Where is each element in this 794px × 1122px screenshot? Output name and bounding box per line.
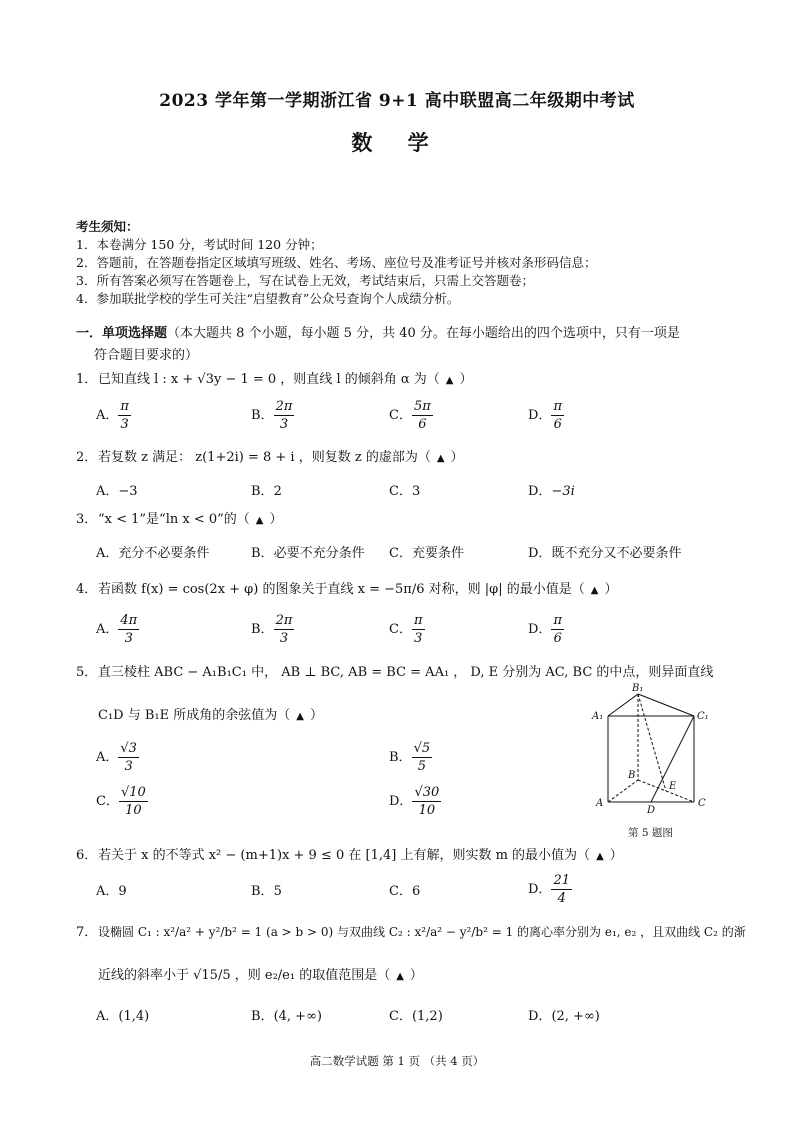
edge-b1c1 <box>638 694 694 716</box>
answer-marker: ▲ <box>436 453 445 464</box>
option-d: D． $\frac{21}{4}$ <box>528 873 570 906</box>
answer-marker: ▲ <box>296 711 304 722</box>
line-b1e <box>638 694 666 791</box>
close-paren: ） <box>309 708 323 723</box>
question-number: 6． <box>76 848 98 863</box>
question-5 <box>76 663 713 683</box>
option-a: A．(1,4) <box>96 1009 150 1024</box>
option-a: A．充分不必要条件 <box>96 546 210 561</box>
label-e: E <box>669 781 677 792</box>
option-c: C． $\frac{\pi}{3}$ <box>389 613 423 646</box>
prism-figure <box>590 682 722 842</box>
option-d: D． $\frac{\pi}{6}$ <box>528 399 562 432</box>
section-desc: （本大题共 8 个小题，每小题 5 分，共 40 分。在每小题给出的四个选项中，只有一项是 <box>167 326 680 341</box>
section-label: 一．单项选择题 <box>76 326 168 341</box>
option-b: B．(4, +∞) <box>251 1009 322 1024</box>
question-stem: 若函数 f(x) = cos(2x + φ) 的图象关于直线 x = −5π/6 对称，则 |φ| 的最小值是（ <box>98 582 585 597</box>
option-a: A． $\frac{√3}{3}$ <box>96 741 137 774</box>
question-number: 1． <box>76 372 98 387</box>
option-b: B．5 <box>251 884 282 899</box>
question-number: 2． <box>76 450 98 465</box>
answer-marker: ▲ <box>255 515 264 526</box>
option-a: A．9 <box>96 884 127 899</box>
page-footer: 高二数学试题 第 1 页 （共 4 页） <box>309 1054 485 1068</box>
question-stem-2: C₁D 与 B₁E 所成角的余弦值为（ <box>98 708 291 723</box>
option-c: C．3 <box>389 484 421 499</box>
close-paren: ） <box>459 372 473 387</box>
option-c: C．6 <box>389 884 421 899</box>
option-a: A． $\frac{4\pi}{3}$ <box>96 613 138 646</box>
answer-marker: ▲ <box>590 585 599 596</box>
option-d: D．既不充分又不必要条件 <box>528 546 682 561</box>
option-a: A．−3 <box>96 484 138 499</box>
section-desc-2: 符合题目要求的） <box>94 348 199 363</box>
question-stem: 已知直线 l : x + √3y − 1 = 0 ，则直线 l 的倾斜角 α 为（ <box>98 372 440 387</box>
figure-caption: 第 5 题图 <box>628 827 673 839</box>
option-b: B．2 <box>251 484 282 499</box>
candidate-notice <box>76 218 596 308</box>
answer-marker: ▲ <box>445 375 454 386</box>
question-2 <box>76 448 464 469</box>
option-d: D． $\frac{\pi}{6}$ <box>528 613 562 646</box>
question-stem: 若复数 z 满足： z(1+2i) = 8 + i ，则复数 z 的虚部为（ <box>98 450 431 465</box>
close-paren: ） <box>609 848 623 863</box>
question-4 <box>76 580 617 601</box>
label-c1: C₁ <box>697 711 709 722</box>
exam-title: 2023 学年第一学期浙江省 9+1 高中联盟高二年级期中考试 <box>159 91 635 111</box>
answer-marker: ▲ <box>596 851 604 862</box>
label-b1: B₁ <box>632 683 644 694</box>
question-stem: 若关于 x 的不等式 x² − (m+1)x + 9 ≤ 0 在 [1,4] 上有解，则实数 m 的最小值为（ <box>98 848 591 863</box>
option-b: B．必要不充分条件 <box>251 546 365 561</box>
option-c: C．(1,2) <box>389 1009 443 1024</box>
label-a: A <box>596 798 604 809</box>
notice-item: 2．答题前，在答题卷指定区域填写班级、姓名、考场、座位号及准考证号并核对条形码信息； <box>76 255 597 270</box>
option-a: A． $\frac{\pi}{3}$ <box>96 399 129 432</box>
option-d: D． $\frac{√30}{10}$ <box>389 785 440 818</box>
question-stem-2: 近线的斜率小于 √15/5 ，则 e₂/e₁ 的取值范围是（ <box>98 968 391 983</box>
notice-item: 4．参加联批学校的学生可关注“启望教育”公众号查询个人成绩分析。 <box>76 291 460 306</box>
close-paren: ） <box>450 450 464 465</box>
option-c: C． $\frac{√10}{10}$ <box>96 785 146 818</box>
option-c: C．充要条件 <box>389 546 464 561</box>
edge-a1b1 <box>608 694 638 716</box>
question-7 <box>76 922 746 943</box>
question-number: 7． <box>76 925 98 940</box>
close-paren: ） <box>604 582 618 597</box>
question-stem: “x < 1”是“ln x < 0”的（ <box>98 512 250 527</box>
question-number: 5． <box>76 665 98 680</box>
option-b: B． $\frac{2\pi}{3}$ <box>251 613 293 646</box>
label-a1: A₁ <box>592 711 604 722</box>
exam-subject: 数 学 <box>351 130 443 155</box>
close-paren: ） <box>409 968 423 983</box>
option-b: B． $\frac{√5}{5}$ <box>389 741 431 774</box>
question-1 <box>76 370 473 391</box>
notice-item: 1．本卷满分 150 分，考试时间 120 分钟； <box>76 237 323 252</box>
question-number: 4． <box>76 582 98 597</box>
question-3 <box>76 510 283 531</box>
answer-marker: ▲ <box>396 971 404 982</box>
option-d: D．−3i <box>528 484 575 499</box>
section-heading <box>76 323 726 367</box>
question-stem: 直三棱柱 ABC − A₁B₁C₁ 中， AB ⊥ BC, AB = BC = AA₁ ， D, E 分别为 AC, BC 的中点，则异面直线 <box>98 665 714 680</box>
question-stem: 设椭圆 C₁ : x²/a² + y²/b² = 1 (a > b > 0) 与双曲线 C₂ : x²/a² − y²/b² = 1 的离心率分别为 e₁, e₂ ，且双曲线 C₂ 的渐 <box>98 925 746 939</box>
question-number: 3． <box>76 512 98 527</box>
notice-item: 3．所有答案必须写在答题卷上，写在试卷上无效，考试结束后，只需上交答题卷； <box>76 273 534 288</box>
close-paren: ） <box>269 512 283 527</box>
label-c: C <box>698 798 706 809</box>
question-7-line-2 <box>98 966 423 987</box>
question-5-line-2 <box>98 706 323 727</box>
edge-ab <box>608 780 638 802</box>
label-b: B <box>628 770 636 781</box>
notice-heading: 考生须知： <box>76 219 139 234</box>
option-b: B． $\frac{2\pi}{3}$ <box>251 399 293 432</box>
label-d: D <box>647 805 656 816</box>
edge-bc <box>638 780 694 802</box>
question-6 <box>76 846 623 867</box>
option-c: C． $\frac{5\pi}{6}$ <box>389 399 431 432</box>
option-d: D．(2, +∞) <box>528 1009 600 1024</box>
